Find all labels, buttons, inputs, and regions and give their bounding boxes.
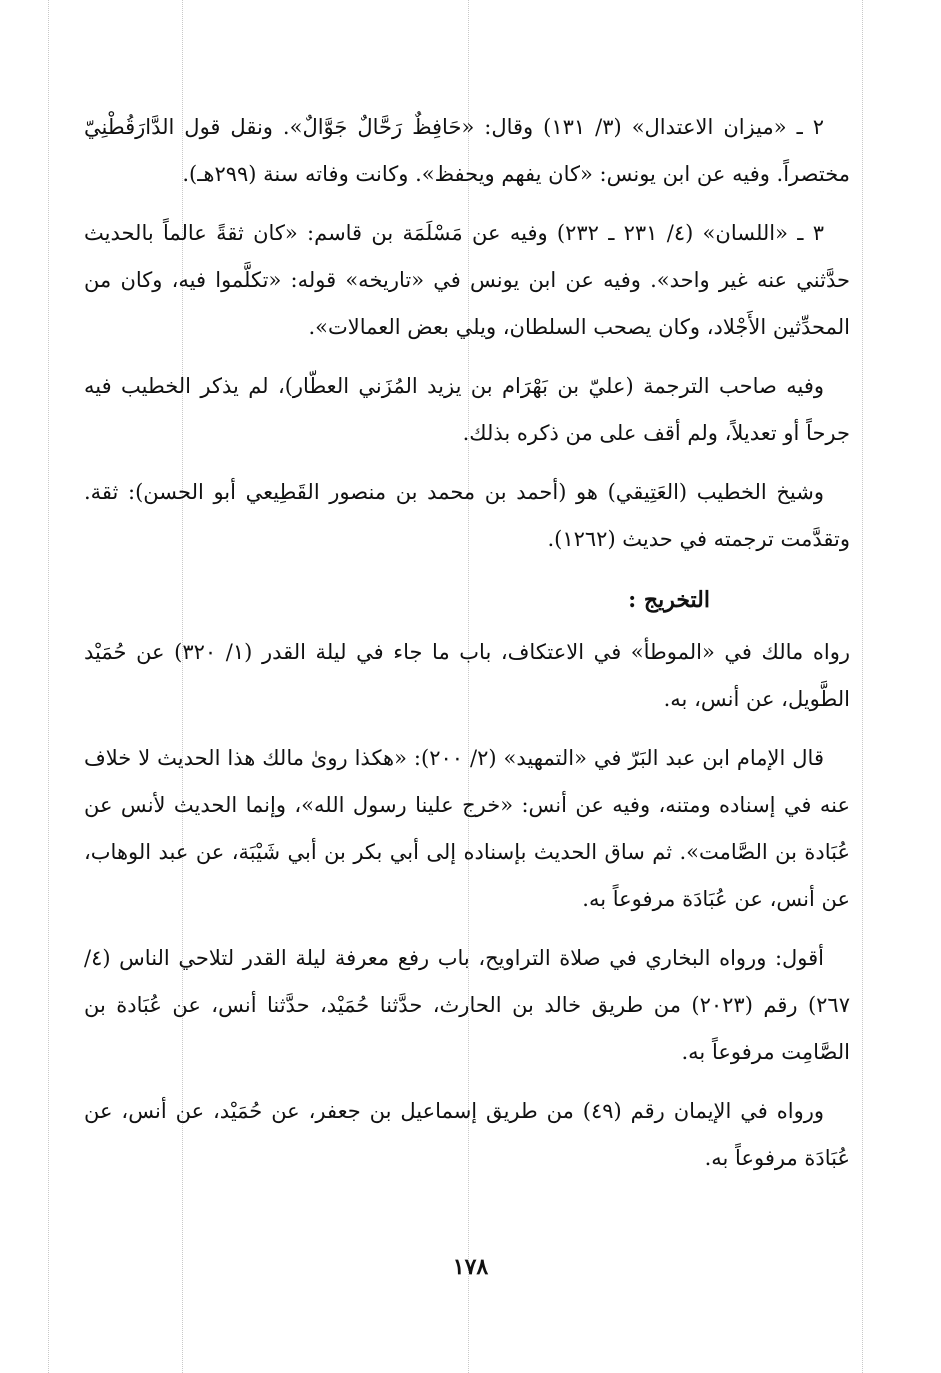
- takhrij-paragraph: [84, 629, 850, 723]
- footnote-number: ٢: [812, 115, 824, 139]
- section-heading: التخريج :: [628, 587, 710, 613]
- footnote-2: [84, 104, 850, 198]
- document-page: [84, 104, 850, 1194]
- paragraph: [84, 469, 850, 563]
- paragraph-text: ورواه في الإيمان رقم (٤٩) من طريق إسماعيل بن جعفر، عن حُمَيْد، عن أنس، عن عُبَادَة مرفوعاً به.: [84, 1099, 850, 1170]
- scan-guide-line: [48, 0, 49, 1373]
- paragraph-text: وشيخ الخطيب (العَتِيقي) هو (أحمد بن محمد بن منصور القَطِيعي أبو الحسن): ثقة. وتقدَّمت ترجمته في حديث (١٢٦٢).: [84, 480, 850, 551]
- takhrij-paragraph: [84, 735, 850, 923]
- paragraph-text: قال الإمام ابن عبد البَرّ في «التمهيد» (٢/ ٢٠٠): «هكذا روىٰ مالك هذا الحديث لا خلاف عنه في إسناده ومتنه، وفيه عن أنس: «خرج علينا رسول الله»، وإنما الحديث لأنس عن عُبَادة بن الصَّامت». ثم ساق الحديث بإسناده إلى أبي بكر بن أبي شَيْبَة، عن عبد الوهاب، عن أنس، عن عُبَادَة مرفوعاً به.: [84, 746, 850, 911]
- paragraph: [84, 363, 850, 457]
- takhrij-paragraph: [84, 935, 850, 1076]
- paragraph-text: رواه مالك في «الموطأ» في الاعتكاف، باب ما جاء في ليلة القدر (١/ ٣٢٠) عن حُمَيْد الطَّويل، عن أنس، به.: [84, 640, 851, 711]
- paragraph-text: أقول: ورواه البخاري في صلاة التراويح، باب رفع معرفة ليلة القدر لتلاحي الناس (٤/ ٢٦٧) رقم (٢٠٢٣) من طريق خالد بن الحارث، حدَّثنا حُمَيْد، حدَّثنا أنس، عن عُبَادة بن الصَّامِت مرفوعاً به.: [84, 946, 850, 1064]
- footnote-3: [84, 210, 850, 351]
- paragraph-text: وفيه صاحب الترجمة (عليّ بن بَهْرَام بن يزيد المُزَني العطّار)، لم يذكر الخطيب فيه جرحاً أو تعديلاً، ولم أقف على من ذكره بذلك.: [84, 374, 850, 445]
- footnote-number: ٣: [812, 221, 824, 245]
- page-number: ١٧٨: [452, 1254, 489, 1280]
- scan-guide-line: [862, 0, 863, 1373]
- footnote-text: ـ «ميزان الاعتدال» (٣/ ١٣١) وقال: «حَافِظٌ رَحَّالٌ جَوَّالٌ». ونقل قول الدَّارَقُطْنِيّ مختصراً. وفيه عن ابن يونس: «كان يفهم ويحفظ». وكانت وفاته سنة (٢٩٩هـ).: [84, 115, 850, 186]
- footnote-text: ـ «اللسان» (٤/ ٢٣١ ـ ٢٣٢) وفيه عن مَسْلَمَة بن قاسم: «كان ثقةً عالماً بالحديث حدَّثني عنه غير واحد». وفيه عن ابن يونس في «تاريخه» قوله: «تكلَّموا فيه، وكان من المحدِّثين الأَجْلاد، وكان يصحب السلطان، ويلي بعض العمالات».: [84, 221, 850, 339]
- takhrij-paragraph: [84, 1088, 850, 1182]
